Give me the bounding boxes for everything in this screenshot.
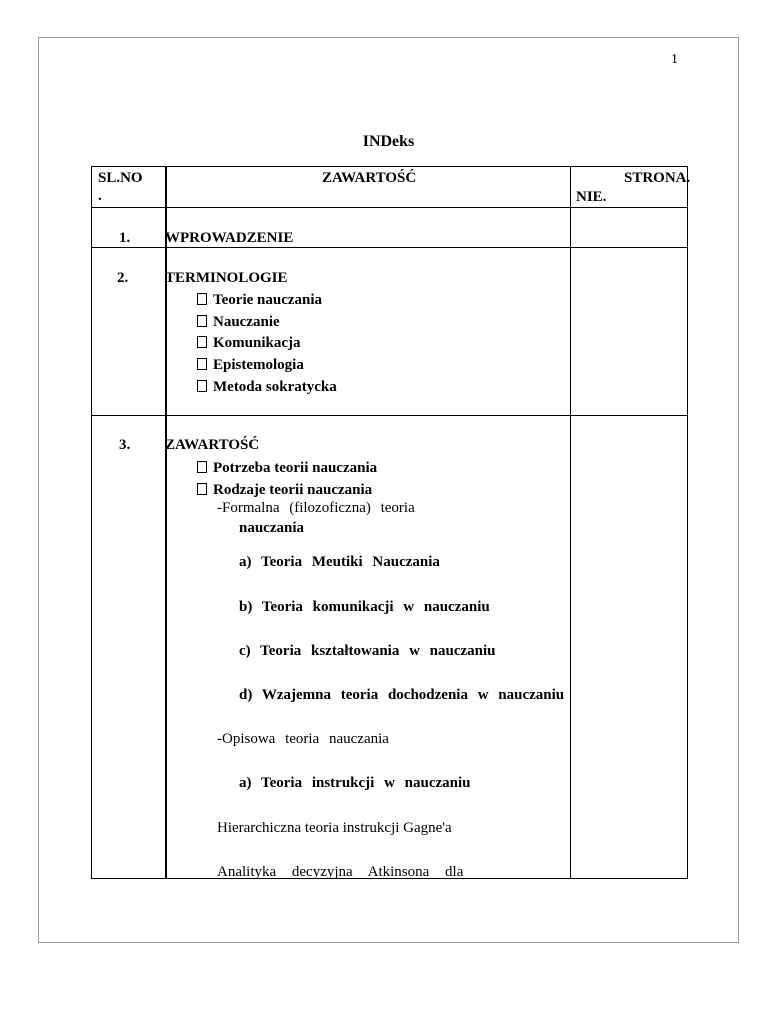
list-item: Potrzeba teorii nauczania <box>197 459 377 477</box>
row-number: 1. <box>119 230 131 246</box>
sub-item: a) Teoria instrukcji w nauczaniu <box>239 775 471 791</box>
header-page: STRONA. <box>624 170 691 186</box>
sub-item: d) Wzajemna teoria dochodzenia w nauczaniu <box>239 687 565 703</box>
checkbox-bullet-icon <box>197 293 207 305</box>
checkbox-bullet-icon <box>197 483 207 495</box>
row-title: TERMINOLOGIE <box>165 270 288 286</box>
row-number: 2. <box>117 270 129 286</box>
list-item: Metoda sokratycka <box>197 378 337 396</box>
document-title: INDeks <box>362 133 415 150</box>
checkbox-bullet-icon <box>197 461 207 473</box>
row-title: ZAWARTOŚĆ <box>165 437 260 453</box>
checkbox-bullet-icon <box>197 315 207 327</box>
header-sl-no-dot: . <box>98 188 102 204</box>
column-divider <box>570 167 571 878</box>
descriptive-theory-heading: -Opisowa teoria nauczania <box>217 731 389 747</box>
checkbox-bullet-icon <box>197 358 207 370</box>
row-number: 3. <box>119 437 131 453</box>
page-number: 1 <box>671 52 678 67</box>
sub-item: a) Teoria Meutiki Nauczania <box>239 554 440 570</box>
list-item: Nauczanie <box>197 313 280 331</box>
row-divider <box>92 247 687 248</box>
body-text: Hierarchiczna teoria instrukcji Gagne'a <box>217 820 452 836</box>
document-page <box>38 37 739 943</box>
list-item: Teorie nauczania <box>197 291 322 309</box>
list-item: Rodzaje teorii nauczania <box>197 481 372 499</box>
header-row-divider <box>92 207 687 208</box>
index-table <box>91 166 691 880</box>
checkbox-bullet-icon <box>197 336 207 348</box>
row-title: WPROWADZENIE <box>165 230 294 246</box>
header-page-no: NIE. <box>576 189 607 205</box>
formal-theory-heading: -Formalna (filozoficzna) teoria <box>217 500 415 516</box>
list-item: Epistemologia <box>197 356 304 374</box>
checkbox-bullet-icon <box>197 380 207 392</box>
row-divider <box>92 415 687 416</box>
list-item: Komunikacja <box>197 334 301 352</box>
sub-item: b) Teoria komunikacji w nauczaniu <box>239 599 490 615</box>
header-sl-no: SL.NO <box>98 170 143 186</box>
body-text: Analityka decyzyjna Atkinsona dla <box>217 864 464 880</box>
header-contents: ZAWARTOŚĆ <box>322 170 417 186</box>
formal-theory-heading-cont: nauczania <box>239 520 305 536</box>
sub-item: c) Teoria kształtowania w nauczaniu <box>239 643 496 659</box>
